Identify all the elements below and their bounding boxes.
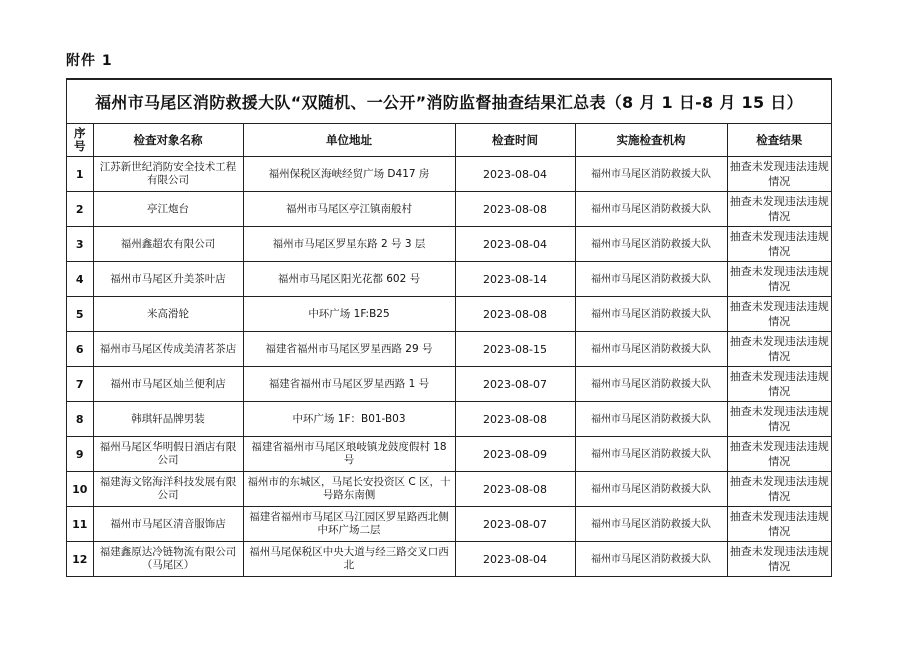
inspection-date-cell: 2023-08-15 — [455, 332, 575, 367]
row-number: 3 — [67, 227, 93, 262]
agency-cell: 福州市马尾区消防救援大队 — [575, 262, 727, 297]
result-cell: 抽查未发现违法违规情况 — [727, 367, 831, 402]
table-row — [67, 472, 831, 507]
inspection-date-cell: 2023-08-08 — [455, 192, 575, 227]
agency-cell: 福州市马尾区消防救援大队 — [575, 297, 727, 332]
result-cell: 抽查未发现违法违规情况 — [727, 472, 831, 507]
agency-cell: 福州市马尾区消防救援大队 — [575, 157, 727, 192]
inspection-date-cell: 2023-08-04 — [455, 227, 575, 262]
object-name-cell: 福建鑫原达冷链物流有限公司（马尾区） — [93, 542, 243, 577]
inspection-date-cell: 2023-08-04 — [455, 157, 575, 192]
object-name-cell: 福州鑫超农有限公司 — [93, 227, 243, 262]
agency-cell: 福州市马尾区消防救援大队 — [575, 192, 727, 227]
table-title: 福州市马尾区消防救援大队“双随机、一公开”消防监督抽查结果汇总表（8 月 1 日-8 月 15 日） — [67, 80, 831, 124]
object-name-cell: 韩琪轩品牌男装 — [93, 402, 243, 437]
header-result: 检查结果 — [727, 124, 831, 157]
result-cell: 抽查未发现违法违规情况 — [727, 332, 831, 367]
header-row — [67, 124, 831, 157]
table-row — [67, 507, 831, 542]
table-row — [67, 227, 831, 262]
result-cell: 抽查未发现违法违规情况 — [727, 157, 831, 192]
row-number: 4 — [67, 262, 93, 297]
address-cell: 福建省福州市马尾区罗星西路 29 号 — [243, 332, 455, 367]
result-cell: 抽查未发现违法违规情况 — [727, 402, 831, 437]
result-cell: 抽查未发现违法违规情况 — [727, 437, 831, 472]
result-cell: 抽查未发现违法违规情况 — [727, 262, 831, 297]
agency-cell: 福州市马尾区消防救援大队 — [575, 437, 727, 472]
result-cell: 抽查未发现违法违规情况 — [727, 227, 831, 262]
table-row — [67, 157, 831, 192]
address-cell: 福州市的东城区，马尾长安投资区 C 区，十号路东南侧 — [243, 472, 455, 507]
address-cell: 中环广场 1F:B25 — [243, 297, 455, 332]
row-number: 9 — [67, 437, 93, 472]
table-row — [67, 332, 831, 367]
table-row — [67, 192, 831, 227]
table-row — [67, 367, 831, 402]
inspection-date-cell: 2023-08-08 — [455, 402, 575, 437]
agency-cell: 福州市马尾区消防救援大队 — [575, 332, 727, 367]
header-seq: 序号 — [67, 124, 93, 157]
table-row — [67, 437, 831, 472]
object-name-cell: 福建海文铭海洋科技发展有限公司 — [93, 472, 243, 507]
object-name-cell: 福州马尾区华明假日酒店有限公司 — [93, 437, 243, 472]
address-cell: 福州保税区海峡经贸广场 D417 房 — [243, 157, 455, 192]
inspection-date-cell: 2023-08-14 — [455, 262, 575, 297]
row-number: 12 — [67, 542, 93, 577]
inspection-date-cell: 2023-08-04 — [455, 542, 575, 577]
row-number: 11 — [67, 507, 93, 542]
object-name-cell: 福州市马尾区清音服饰店 — [93, 507, 243, 542]
agency-cell: 福州市马尾区消防救援大队 — [575, 542, 727, 577]
attachment-label: 附件 1 — [66, 53, 113, 69]
inspection-date-cell: 2023-08-07 — [455, 507, 575, 542]
agency-cell: 福州市马尾区消防救援大队 — [575, 227, 727, 262]
row-number: 7 — [67, 367, 93, 402]
results-table — [67, 124, 831, 577]
address-cell: 福州市马尾区阳光花都 602 号 — [243, 262, 455, 297]
object-name-cell: 福州市马尾区传成美清茗茶店 — [93, 332, 243, 367]
header-agency: 实施检查机构 — [575, 124, 727, 157]
row-number: 2 — [67, 192, 93, 227]
address-cell: 福州马尾保税区中央大道与经三路交叉口西北 — [243, 542, 455, 577]
result-cell: 抽查未发现违法违规情况 — [727, 192, 831, 227]
header-address: 单位地址 — [243, 124, 455, 157]
address-cell: 福建省福州市马尾区琅岐镇龙鼓度假村 18 号 — [243, 437, 455, 472]
table-row — [67, 402, 831, 437]
table-row — [67, 542, 831, 577]
agency-cell: 福州市马尾区消防救援大队 — [575, 367, 727, 402]
object-name-cell: 江苏新世纪消防安全技术工程有限公司 — [93, 157, 243, 192]
result-cell: 抽查未发现违法违规情况 — [727, 507, 831, 542]
agency-cell: 福州市马尾区消防救援大队 — [575, 402, 727, 437]
header-inspection-time: 检查时间 — [455, 124, 575, 157]
result-cell: 抽查未发现违法违规情况 — [727, 297, 831, 332]
result-cell: 抽查未发现违法违规情况 — [727, 542, 831, 577]
address-cell: 福州市马尾区罗星东路 2 号 3 层 — [243, 227, 455, 262]
address-cell: 福建省福州市马尾区马江园区罗星路西北侧中环广场二层 — [243, 507, 455, 542]
agency-cell: 福州市马尾区消防救援大队 — [575, 472, 727, 507]
object-name-cell: 福州市马尾区升美茶叶店 — [93, 262, 243, 297]
header-object-name: 检查对象名称 — [93, 124, 243, 157]
address-cell: 福建省福州市马尾区罗星西路 1 号 — [243, 367, 455, 402]
address-cell: 福州市马尾区亭江镇南般村 — [243, 192, 455, 227]
address-cell: 中环广场 1F：B01-B03 — [243, 402, 455, 437]
row-number: 5 — [67, 297, 93, 332]
inspection-date-cell: 2023-08-08 — [455, 297, 575, 332]
inspection-date-cell: 2023-08-09 — [455, 437, 575, 472]
inspection-date-cell: 2023-08-07 — [455, 367, 575, 402]
object-name-cell: 亭江炮台 — [93, 192, 243, 227]
inspection-date-cell: 2023-08-08 — [455, 472, 575, 507]
agency-cell: 福州市马尾区消防救援大队 — [575, 507, 727, 542]
results-summary-sheet — [66, 78, 832, 577]
row-number: 10 — [67, 472, 93, 507]
table-row — [67, 262, 831, 297]
row-number: 6 — [67, 332, 93, 367]
object-name-cell: 米高滑轮 — [93, 297, 243, 332]
table-row — [67, 297, 831, 332]
row-number: 8 — [67, 402, 93, 437]
object-name-cell: 福州市马尾区灿兰便利店 — [93, 367, 243, 402]
row-number: 1 — [67, 157, 93, 192]
